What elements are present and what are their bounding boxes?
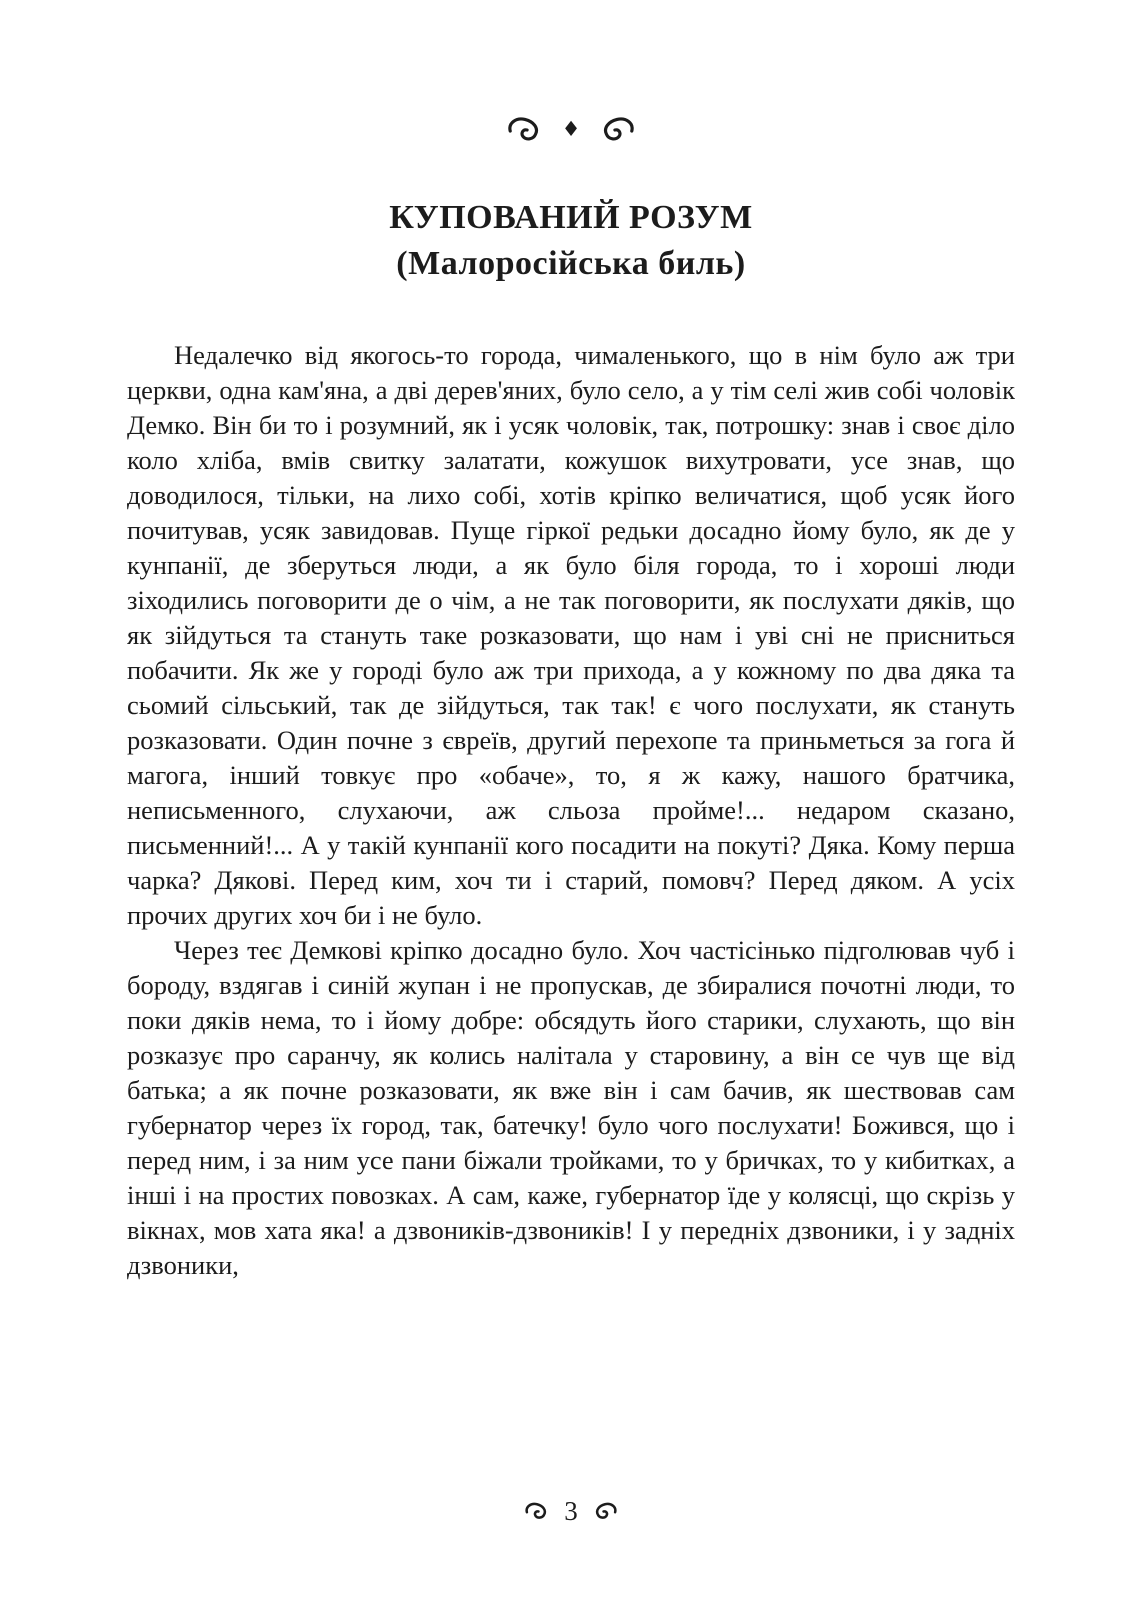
paragraph: Через теє Демкові кріпко досадно було. Хоч частісінько підголював чуб і бороду, вздягав і синій жупан і не пропускав, де збиралися почотні люди, то поки дяків нема, то і йому добре: обсядуть його старики, слухають, що він розказує про саранчу, як колись налітала у старовину, а він се чув ще від батька; а як почне розказовати, як вже він і сам бачив, як шествовав сам губернатор через їх город, так, батечку! було чого послухати! Божився, що і перед ним, і за ним усе пани біжали тройками, то у бричках, то у кибитках, а інші і на простих повозках. А сам, каже, губернатор їде у колясці, що скрізь у вікнах, мов хата яка! а дзвоників-дзвоників! І у передніх дзвоники, і у задніх дзвоники, [127,935,1015,1280]
page-subtitle: (Малоросійська биль) [396,245,746,282]
story-text [127,338,1015,1283]
page-title: КУПОВАНИЙ РОЗУМ [389,199,753,236]
header-ornament [127,116,1015,144]
paragraph: Недалечко від якогось-то города, чималенького, що в нім було аж три церкви, одна кам'яна, а дві дерев'яних, було село, а у тім селі жив собі чоловік Демко. Він би то і розумний, як і усяк чоловік, так, потрошку: знав і своє діло коло хліба, вмів свитку залатати, кожушок вихутровати, усе знав, що доводилося, тільки, на лихо собі, хотів кріпко величатися, щоб усяк його почитував, усяк завидовав. Пуще гіркої редьки досадно йому було, як де у кунпанії, де зберуться люди, а як було біля города, то і хороші люди зіходились поговорити де о чім, а не так поговорити, як послухати дяків, що як зійдуться та стануть таке розказовати, що нам і уві сні не присниться побачити. Як же у городі було аж три прихода, а у кожному по два дяка та сьомий сільський, так де зійдуться, так так! є чого послухати, як стануть розказовати. Один почне з євреїв, другий перехопе та приньметься за гога й магога, інший товкує про «обаче», то, я ж кажу, нашого братчика, неписьменного, слухаючи, аж сльоза пройме!... недаром сказано, письменний!... А у такій кунпанії кого посадити на покуті? Дяка. Кому перша чарка? Дякові. Перед ким, хоч ти і старий, помовч? Перед дяком. А усіх прочих других хоч би і не було. [127,340,1015,930]
fleuron-right-icon [598,116,636,144]
diamond-icon: ♦ [561,116,581,141]
page-footer [0,1498,1142,1525]
fleuron-left-icon [506,116,544,144]
footer-fleuron-left-icon [524,1502,550,1521]
footer-fleuron-right-icon [592,1502,618,1521]
page-number: 3 [564,1496,578,1526]
